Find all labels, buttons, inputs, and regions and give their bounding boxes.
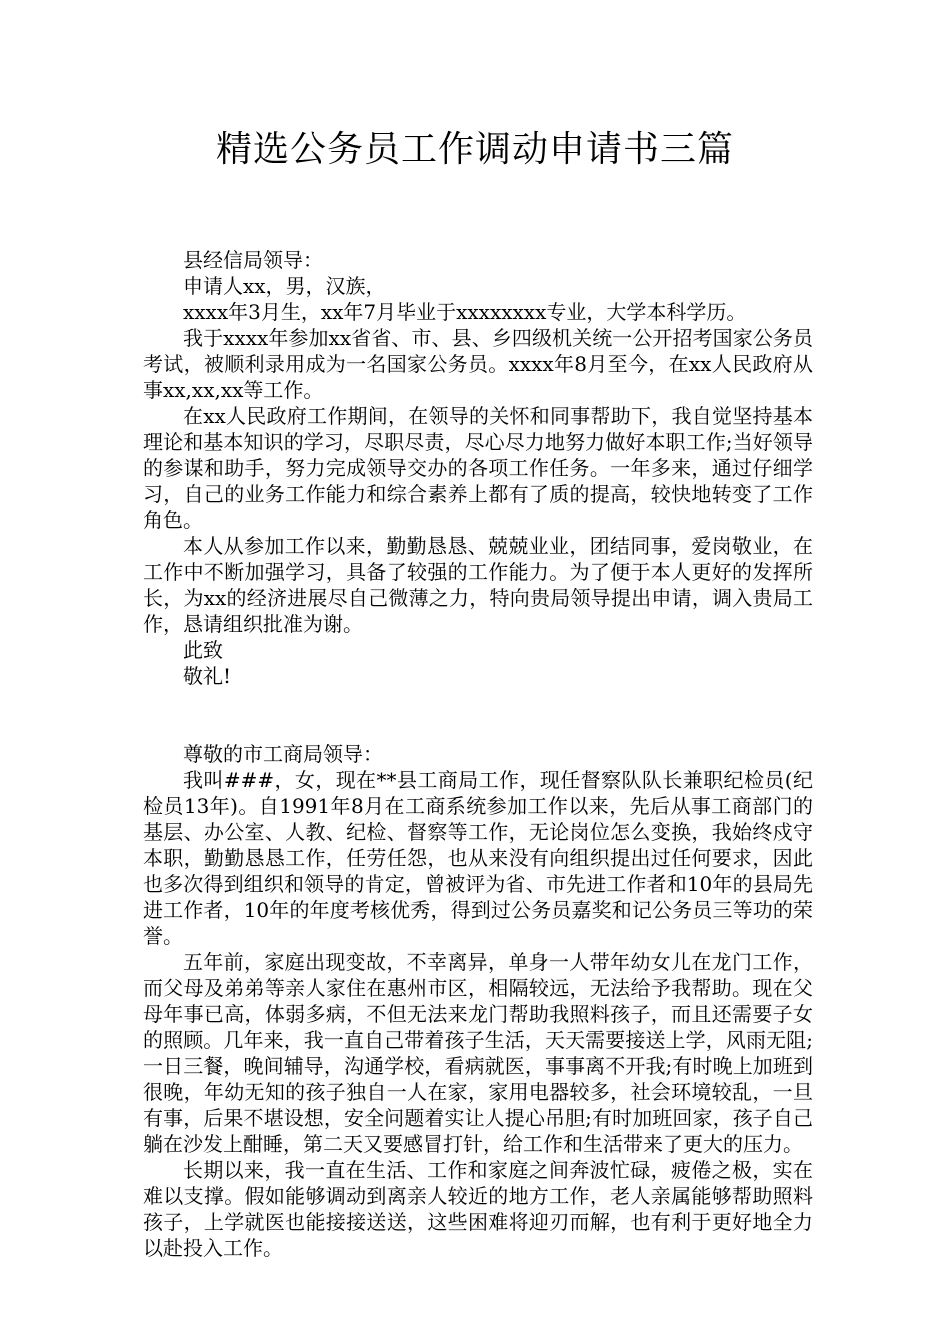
letter2-paragraph: 我叫###，女，现在**县工商局工作，现任督察队队长兼职纪检员(纪检员13年)。自1991年8月在工商系统参加工作以来，先后从事工商部门的基层、办公室、人教、纪检、督察等工作，无论岗位怎么变换，我始终戍守本职，勤勤恳恳工作，任劳任怨，也从来没有向组织提出过任何要求，因此也多次得到组织和领导的肯定，曾被评为省、市先进工作者和10年的县局先进工作者，10年的年度考核优秀，得到过公务员嘉奖和记公务员三等功的荣誉。	[143, 768, 813, 948]
letter1-salutation: 县经信局领导：	[183, 248, 323, 272]
letter1-birth-education: xxxx年3月生，xx年7月毕业于xxxxxxxx专业，大学本科学历。	[183, 300, 747, 324]
letter2-salutation: 尊敬的市工商局领导：	[183, 742, 383, 766]
letter-separator	[143, 689, 813, 741]
letter1-regards: 敬礼!	[183, 664, 232, 688]
letter2-paragraph: 五年前，家庭出现变故，不幸离异，单身一人带年幼女儿在龙门工作，而父母及弟弟等亲人家住在惠州市区，相隔较远，无法给予我帮助。现在父母年事已高，体弱多病，不但无法来龙门帮助我照料孩子，而且还需要子女的照顾。几年来，我一直自己带着孩子生活，天天需要接送上学，风雨无阻;一日三餐，晚间辅导，沟通学校，看病就医，事事离不开我;有时晚上加班到很晚，年幼无知的孩子独自一人在家，家用电器较多，社会环境较乱，一旦有事，后果不堪设想，安全问题着实让人提心吊胆;有时加班回家，孩子自己躺在沙发上酣睡，第二天又要感冒打针，给工作和生活带来了更大的压力。	[143, 950, 813, 1156]
letter1-applicant-line: 申请人xx，男，汉族，	[183, 274, 386, 298]
letter2-paragraph: 长期以来，我一直在生活、工作和家庭之间奔波忙碌，疲倦之极，实在难以支撑。假如能够调动到离亲人较近的地方工作，老人亲属能够帮助照料孩子，上学就医也能接接送送，这些困难将迎刃而解，也有利于更好地全力以赴投入工作。	[143, 1158, 813, 1260]
letter1-closing: 此致	[183, 638, 223, 662]
letter1-paragraph: 本人从参加工作以来，勤勤恳恳、兢兢业业，团结同事，爱岗敬业，在工作中不断加强学习，具备了较强的工作能力。为了便于本人更好的发挥所长，为xx的经济进展尽自己微薄之力，特向贵局领导提出申请，调入贵局工作，恳请组织批准为谢。	[143, 534, 813, 636]
document-body	[143, 247, 813, 1261]
letter1-paragraph: 在xx人民政府工作期间，在领导的关怀和同事帮助下，我自觉坚持基本理论和基本知识的学习，尽职尽责，尽心尽力地努力做好本职工作;当好领导的参谋和助手，努力完成领导交办的各项工作任务。一年多来，通过仔细学习，自己的业务工作能力和综合素养上都有了质的提高，较快地转变了工作角色。	[143, 404, 813, 532]
letter1-paragraph: 我于xxxx年参加xx省省、市、县、乡四级机关统一公开招考国家公务员考试，被顺利录用成为一名国家公务员。xxxx年8月至今，在xx人民政府从事xx,xx,xx等工作。	[143, 326, 813, 402]
document-title: 精选公务员工作调动申请书三篇	[215, 129, 734, 170]
